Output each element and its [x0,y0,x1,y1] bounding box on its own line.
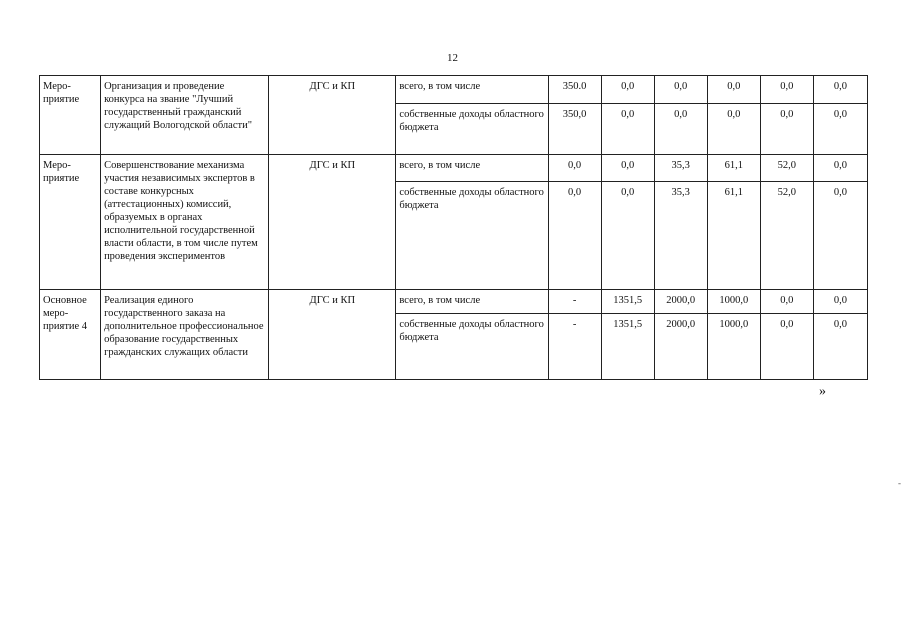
activity-type-cell: Основное меро- приятие 4 [40,290,101,380]
value-cell: 1000,0 [707,290,760,314]
funding-source-cell: собственные доходы областного бюджета [396,182,548,290]
activity-name-cell: Организация и проведение конкурса на звание "Лучший государственный гражданский служащий Вологодской области" [101,76,269,155]
value-cell: 61,1 [707,182,760,290]
value-cell: 0,0 [813,76,867,104]
value-cell: 0,0 [813,104,867,155]
budget-table [39,75,868,380]
responsible-cell: ДГС и КП [269,155,396,290]
table-row [40,155,868,182]
value-cell: 0,0 [601,182,654,290]
value-cell: 0,0 [601,104,654,155]
value-cell: 52,0 [760,182,813,290]
value-cell: 0,0 [760,314,813,380]
value-cell: 0,0 [707,104,760,155]
activity-type-cell: Меро- приятие [40,76,101,155]
value-cell: 2000,0 [654,290,707,314]
value-cell: 0,0 [654,104,707,155]
funding-source-cell: всего, в том числе [396,290,548,314]
activity-name-cell: Совершенствование механизма участия независимых экспертов в составе конкурсных (аттестационных) комиссий, образуемых в органах исполнительной государственной власти области, в том числе путем проведения экспериментов [101,155,269,290]
table-row [40,290,868,314]
table-row [40,76,868,104]
value-cell: 1351,5 [601,290,654,314]
value-cell: 52,0 [760,155,813,182]
value-cell: 0,0 [548,182,601,290]
value-cell: 0,0 [760,76,813,104]
responsible-cell: ДГС и КП [269,76,396,155]
closing-quote: » [819,384,826,399]
value-cell: 350.0 [548,76,601,104]
value-cell: 0,0 [760,290,813,314]
funding-source-cell: собственные доходы областного бюджета [396,104,548,155]
value-cell: 0,0 [813,155,867,182]
edge-mark: - [898,478,901,488]
value-cell: 35,3 [654,182,707,290]
value-cell: 0,0 [601,155,654,182]
table-body [40,76,868,380]
value-cell: 0,0 [654,76,707,104]
funding-source-cell: всего, в том числе [396,155,548,182]
value-cell: 350,0 [548,104,601,155]
responsible-cell: ДГС и КП [269,290,396,380]
value-cell: 0,0 [601,76,654,104]
value-cell: 0,0 [813,182,867,290]
value-cell: 2000,0 [654,314,707,380]
value-cell: 1000,0 [707,314,760,380]
value-cell: - [548,314,601,380]
page-number: 12 [447,52,458,64]
value-cell: 0,0 [548,155,601,182]
value-cell: 0,0 [813,314,867,380]
value-cell: 0,0 [760,104,813,155]
funding-source-cell: всего, в том числе [396,76,548,104]
value-cell: 0,0 [813,290,867,314]
value-cell: 35,3 [654,155,707,182]
value-cell: 0,0 [707,76,760,104]
value-cell: - [548,290,601,314]
value-cell: 1351,5 [601,314,654,380]
activity-name-cell: Реализация единого государственного заказа на дополнительное профессиональное образование государственных гражданских служащих области [101,290,269,380]
funding-source-cell: собственные доходы областного бюджета [396,314,548,380]
value-cell: 61,1 [707,155,760,182]
activity-type-cell: Меро- приятие [40,155,101,290]
